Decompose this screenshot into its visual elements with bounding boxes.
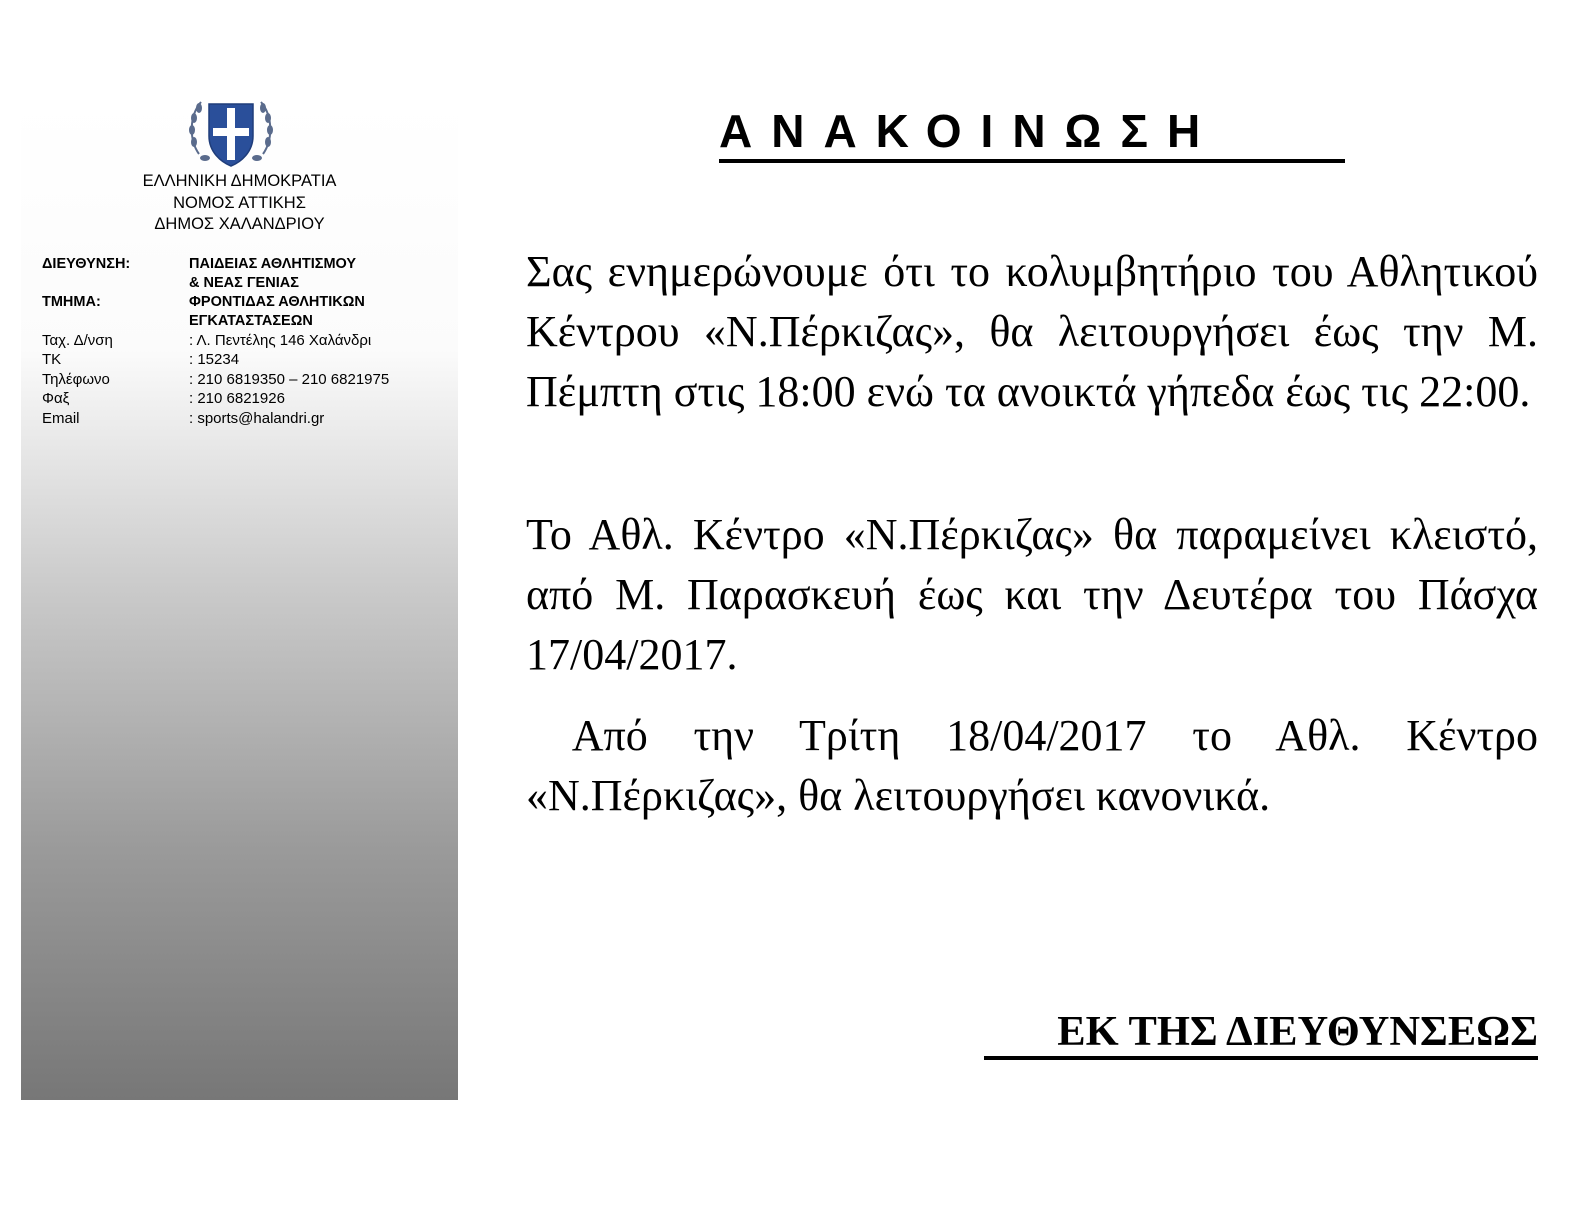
department-value-line2: ΕΓΚΑΤΑΣΤΑΣΕΩΝ [189, 313, 313, 329]
department-value-line1: ΦΡΟΝΤΙΔΑΣ ΑΘΛΗΤΙΚΩΝ [189, 294, 365, 310]
phone-label: Τηλέφωνο [42, 371, 110, 388]
direction-label: ΔΙΕΥΘΥΝΣΗ: [42, 256, 131, 272]
signature-line: ΕΚ ΤΗΣ ΔΙΕΥΘΥΝΣΕΩΣ [984, 1008, 1538, 1060]
org-line-prefecture: ΝΟΜΟΣ ΑΤΤΙΚΗΣ [173, 193, 306, 212]
org-line-municipality: ΔΗΜΟΣ ΧΑΛΑΝΔΡΙΟΥ [154, 215, 325, 233]
address-value: : Λ. Πεντέλης 146 Χαλάνδρι [189, 332, 372, 349]
postcode-label: ΤΚ [42, 351, 62, 368]
announcement-title: ΑΝΑΚΟΙΝΩΣΗ [719, 103, 1345, 163]
email-label: Email [42, 410, 80, 427]
announcement-paragraph-3: Από την Τρίτη 18/04/2017 το Αθλ. Κέντρο «Ν.Πέρκιζας», θα λειτουργήσει κανονικά. [526, 711, 1550, 820]
email-value: : sports@halandri.gr [189, 410, 325, 427]
announcement-paragraph-1: Σας ενημερώνουμε ότι το κολυμβητήριο του Αθλητικού Κέντρου «Ν.Πέρκιζας», θα λειτουργήσει έως την Μ. Πέμπτη στις 18:00 ενώ τα ανοικτά γήπεδα έως τις 22:00. [526, 247, 1538, 416]
letterhead-panel [21, 100, 458, 1100]
department-label: ΤΜΗΜΑ: [42, 294, 101, 310]
fax-label: Φαξ [42, 390, 70, 407]
address-label: Ταχ. Δ/νση [42, 332, 113, 349]
organization-header [21, 171, 458, 236]
direction-value-line2: & ΝΕΑΣ ΓΕΝΙΑΣ [189, 275, 299, 291]
greek-coat-of-arms-icon [185, 92, 277, 170]
org-line-country: ΕΛΛΗΝΙΚΗ ΔΗΜΟΚΡΑΤΙΑ [142, 172, 337, 190]
postcode-value: : 15234 [189, 351, 240, 368]
direction-value-line1: ΠΑΙΔΕΙΑΣ ΑΘΛΗΤΙΣΜΟΥ [189, 256, 357, 272]
announcement-paragraph-2: Το Αθλ. Κέντρο «Ν.Πέρκιζας» θα παραμείνει κλειστό, από Μ. Παρασκευή έως και την Δευτέρα του Πάσχα 17/04/2017. [526, 510, 1538, 679]
phone-value: : 210 6819350 – 210 6821975 [189, 371, 390, 388]
fax-value: : 210 6821926 [189, 390, 285, 407]
